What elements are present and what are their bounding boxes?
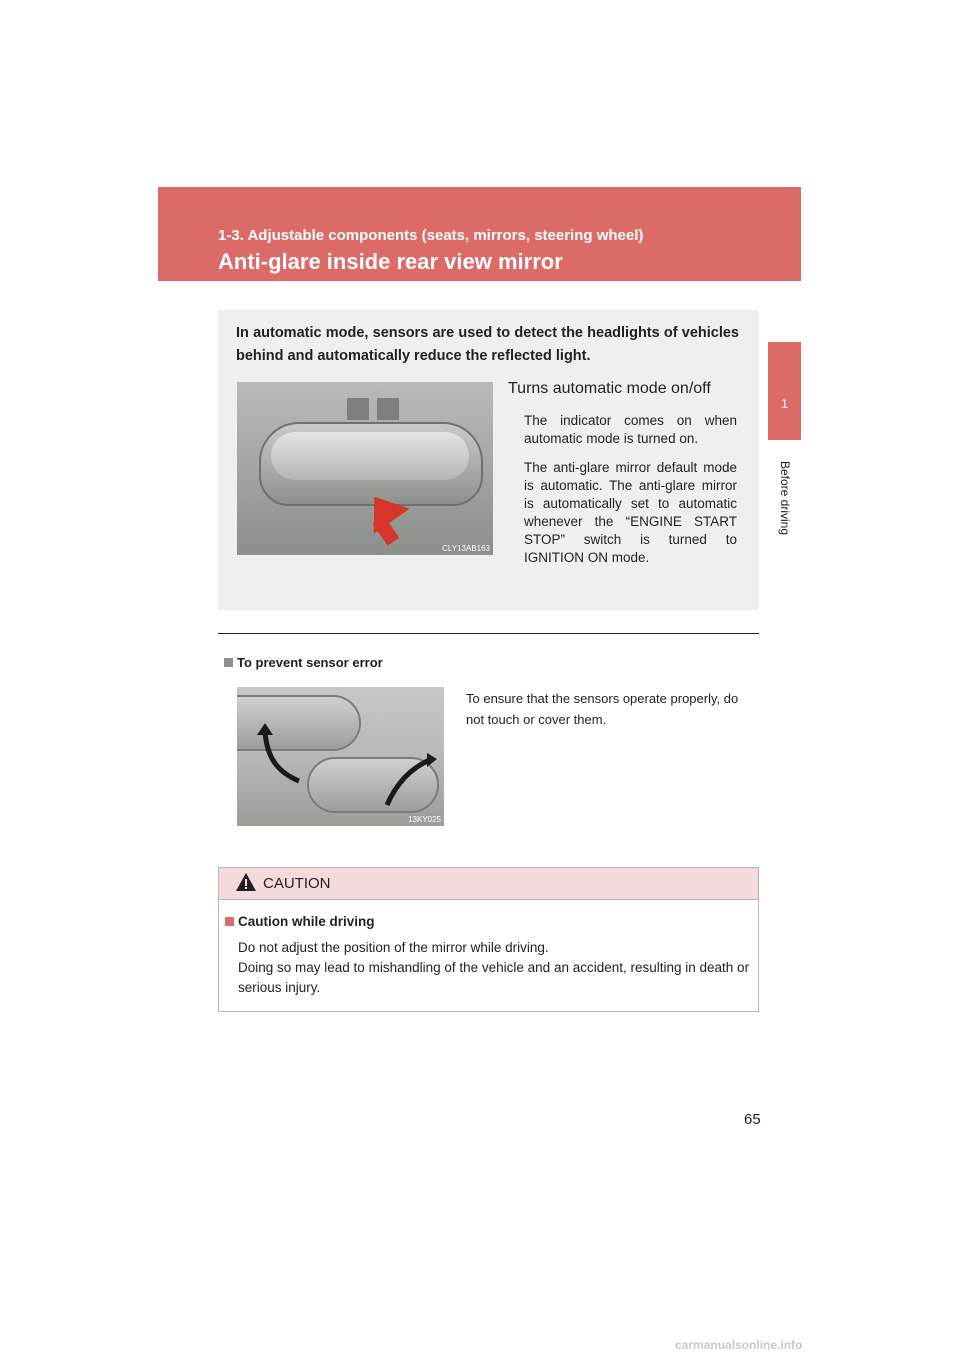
bullet-square-icon — [224, 658, 233, 667]
caution-heading-text: Caution while driving — [238, 914, 375, 929]
chapter-header — [158, 187, 801, 281]
sensor-text: To ensure that the sensors operate properly, do not touch or cover them. — [466, 691, 739, 727]
page-number: 65 — [744, 1111, 761, 1128]
mirror-illustration — [259, 422, 483, 506]
instruction-text: Turns automatic mode on/off — [508, 380, 711, 397]
intro-panel — [218, 310, 759, 610]
mirror-mount — [347, 398, 369, 420]
default-mode-note: The anti-glare mirror default mode is automatic. The anti-glare mirror is automatically set to automatic whenever the “ENGINE START STOP” switch is turned to IGNITION ON mode. — [524, 460, 737, 565]
sensor-heading — [224, 655, 383, 670]
photo-code: CLY13AB163 — [442, 544, 490, 553]
photo-code: 13KY025 — [408, 815, 441, 824]
page-title: Anti-glare inside rear view mirror — [218, 249, 563, 274]
sensor-heading-text: To prevent sensor error — [237, 655, 383, 670]
caution-line-2: Doing so may lead to mishandling of the vehicle and an accident, resulting in death or serious injury. — [238, 960, 750, 995]
warning-icon — [235, 872, 257, 892]
curved-arrows-icon — [237, 687, 444, 826]
bullet-square-icon — [225, 917, 234, 926]
mirror-glass — [271, 432, 469, 480]
chapter-number: 1 — [780, 396, 789, 411]
sensor-photo — [237, 687, 444, 826]
indicator-note: The indicator comes on when automatic mode is turned on. — [524, 413, 737, 446]
divider — [218, 633, 759, 634]
caution-label: CAUTION — [263, 875, 331, 892]
chapter-label: Before driving — [778, 460, 792, 536]
caution-heading — [225, 914, 375, 929]
mirror-mount — [377, 398, 399, 420]
caution-line-1: Do not adjust the position of the mirror while driving. — [238, 940, 549, 955]
footer-watermark: carmanualsonline.info — [675, 1338, 803, 1352]
red-arrow-stem — [373, 516, 399, 545]
mirror-photo — [237, 382, 493, 555]
caution-bar — [219, 868, 758, 900]
caution-text — [238, 938, 756, 998]
chapter-tab — [768, 342, 801, 440]
section-title: 1-3. Adjustable components (seats, mirrors, steering wheel) — [218, 227, 644, 244]
caution-box — [218, 867, 759, 1012]
intro-lead: In automatic mode, sensors are used to detect the headlights of vehicles behind and automatically reduce the reflected light. — [236, 325, 739, 364]
